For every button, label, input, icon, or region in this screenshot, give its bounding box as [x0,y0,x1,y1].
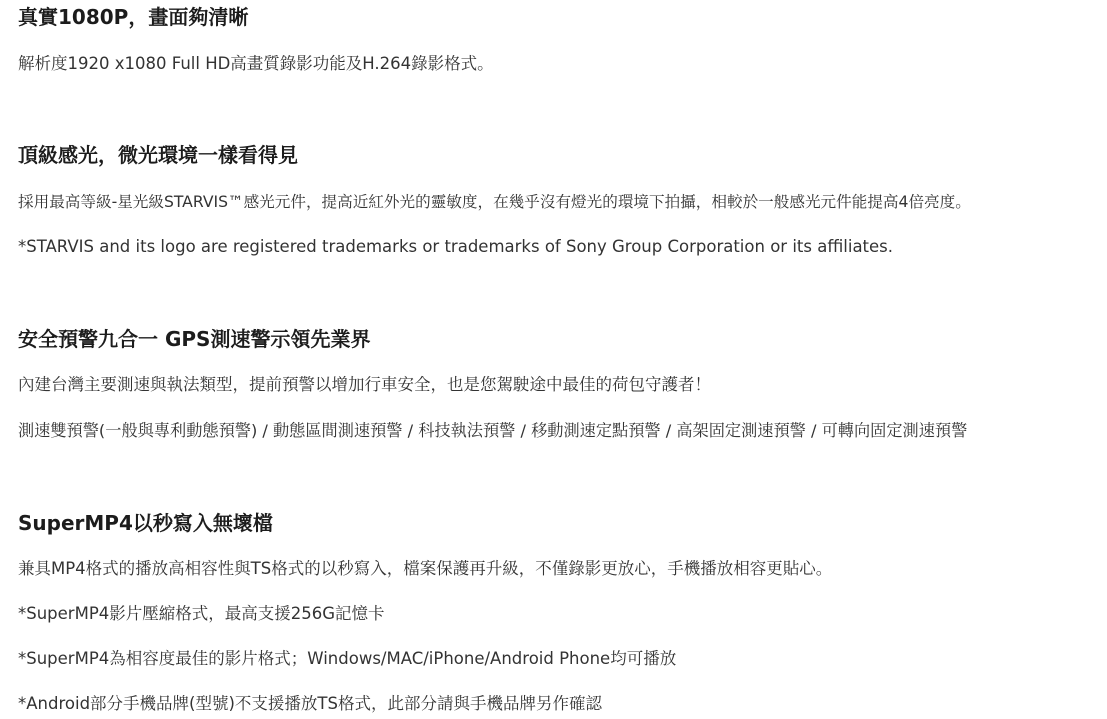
section-heading: 頂級感光，微光環境一樣看得見 [18,143,298,167]
section-paragraph: 內建台灣主要測速與執法類型，提前預警以增加行車安全，也是您駕駛途中最佳的荷包守護者！ [18,375,711,394]
section-paragraph: *SuperMP4為相容度最佳的影片格式；Windows/MAC/iPhone/Android Phone均可播放 [18,649,677,668]
feature-section-supermp4 [18,510,1107,713]
feature-section-low-light [18,142,1107,256]
section-heading: 真實1080P，畫面夠清晰 [18,5,249,29]
feature-section-1080p [18,4,1107,73]
section-paragraph: *STARVIS and its logo are registered trademarks or trademarks of Sony Group Corporation or its affiliates. [18,237,894,256]
section-paragraph: *Android部分手機品牌(型號)不支援播放TS格式，此部分請與手機品牌另作確認 [18,694,602,713]
section-paragraph: 測速雙預警(一般與專利動態預警) / 動態區間測速預警 / 科技執法預警 / 移動測速定點預警 / 高架固定測速預警 / 可轉向固定測速預警 [18,421,968,440]
section-paragraph: 採用最高等級-星光級STARVIS™感光元件，提高近紅外光的靈敏度，在幾乎沒有燈光的環境下拍攝，相較於一般感光元件能提高4倍亮度。 [18,193,971,211]
section-paragraph: 解析度1920 x1080 Full HD高畫質錄影功能及H.264錄影格式。 [18,54,494,73]
section-heading: 安全預警九合一 GPS測速警示領先業界 [18,327,371,351]
section-paragraph: 兼具MP4格式的播放高相容性與TS格式的以秒寫入，檔案保護再升級，不僅錄影更放心，手機播放相容更貼心。 [18,559,833,578]
section-heading: SuperMP4以秒寫入無壞檔 [18,511,273,535]
feature-section-gps-warning [18,326,1107,440]
section-paragraph: *SuperMP4影片壓縮格式，最高支援256G記憶卡 [18,604,385,623]
